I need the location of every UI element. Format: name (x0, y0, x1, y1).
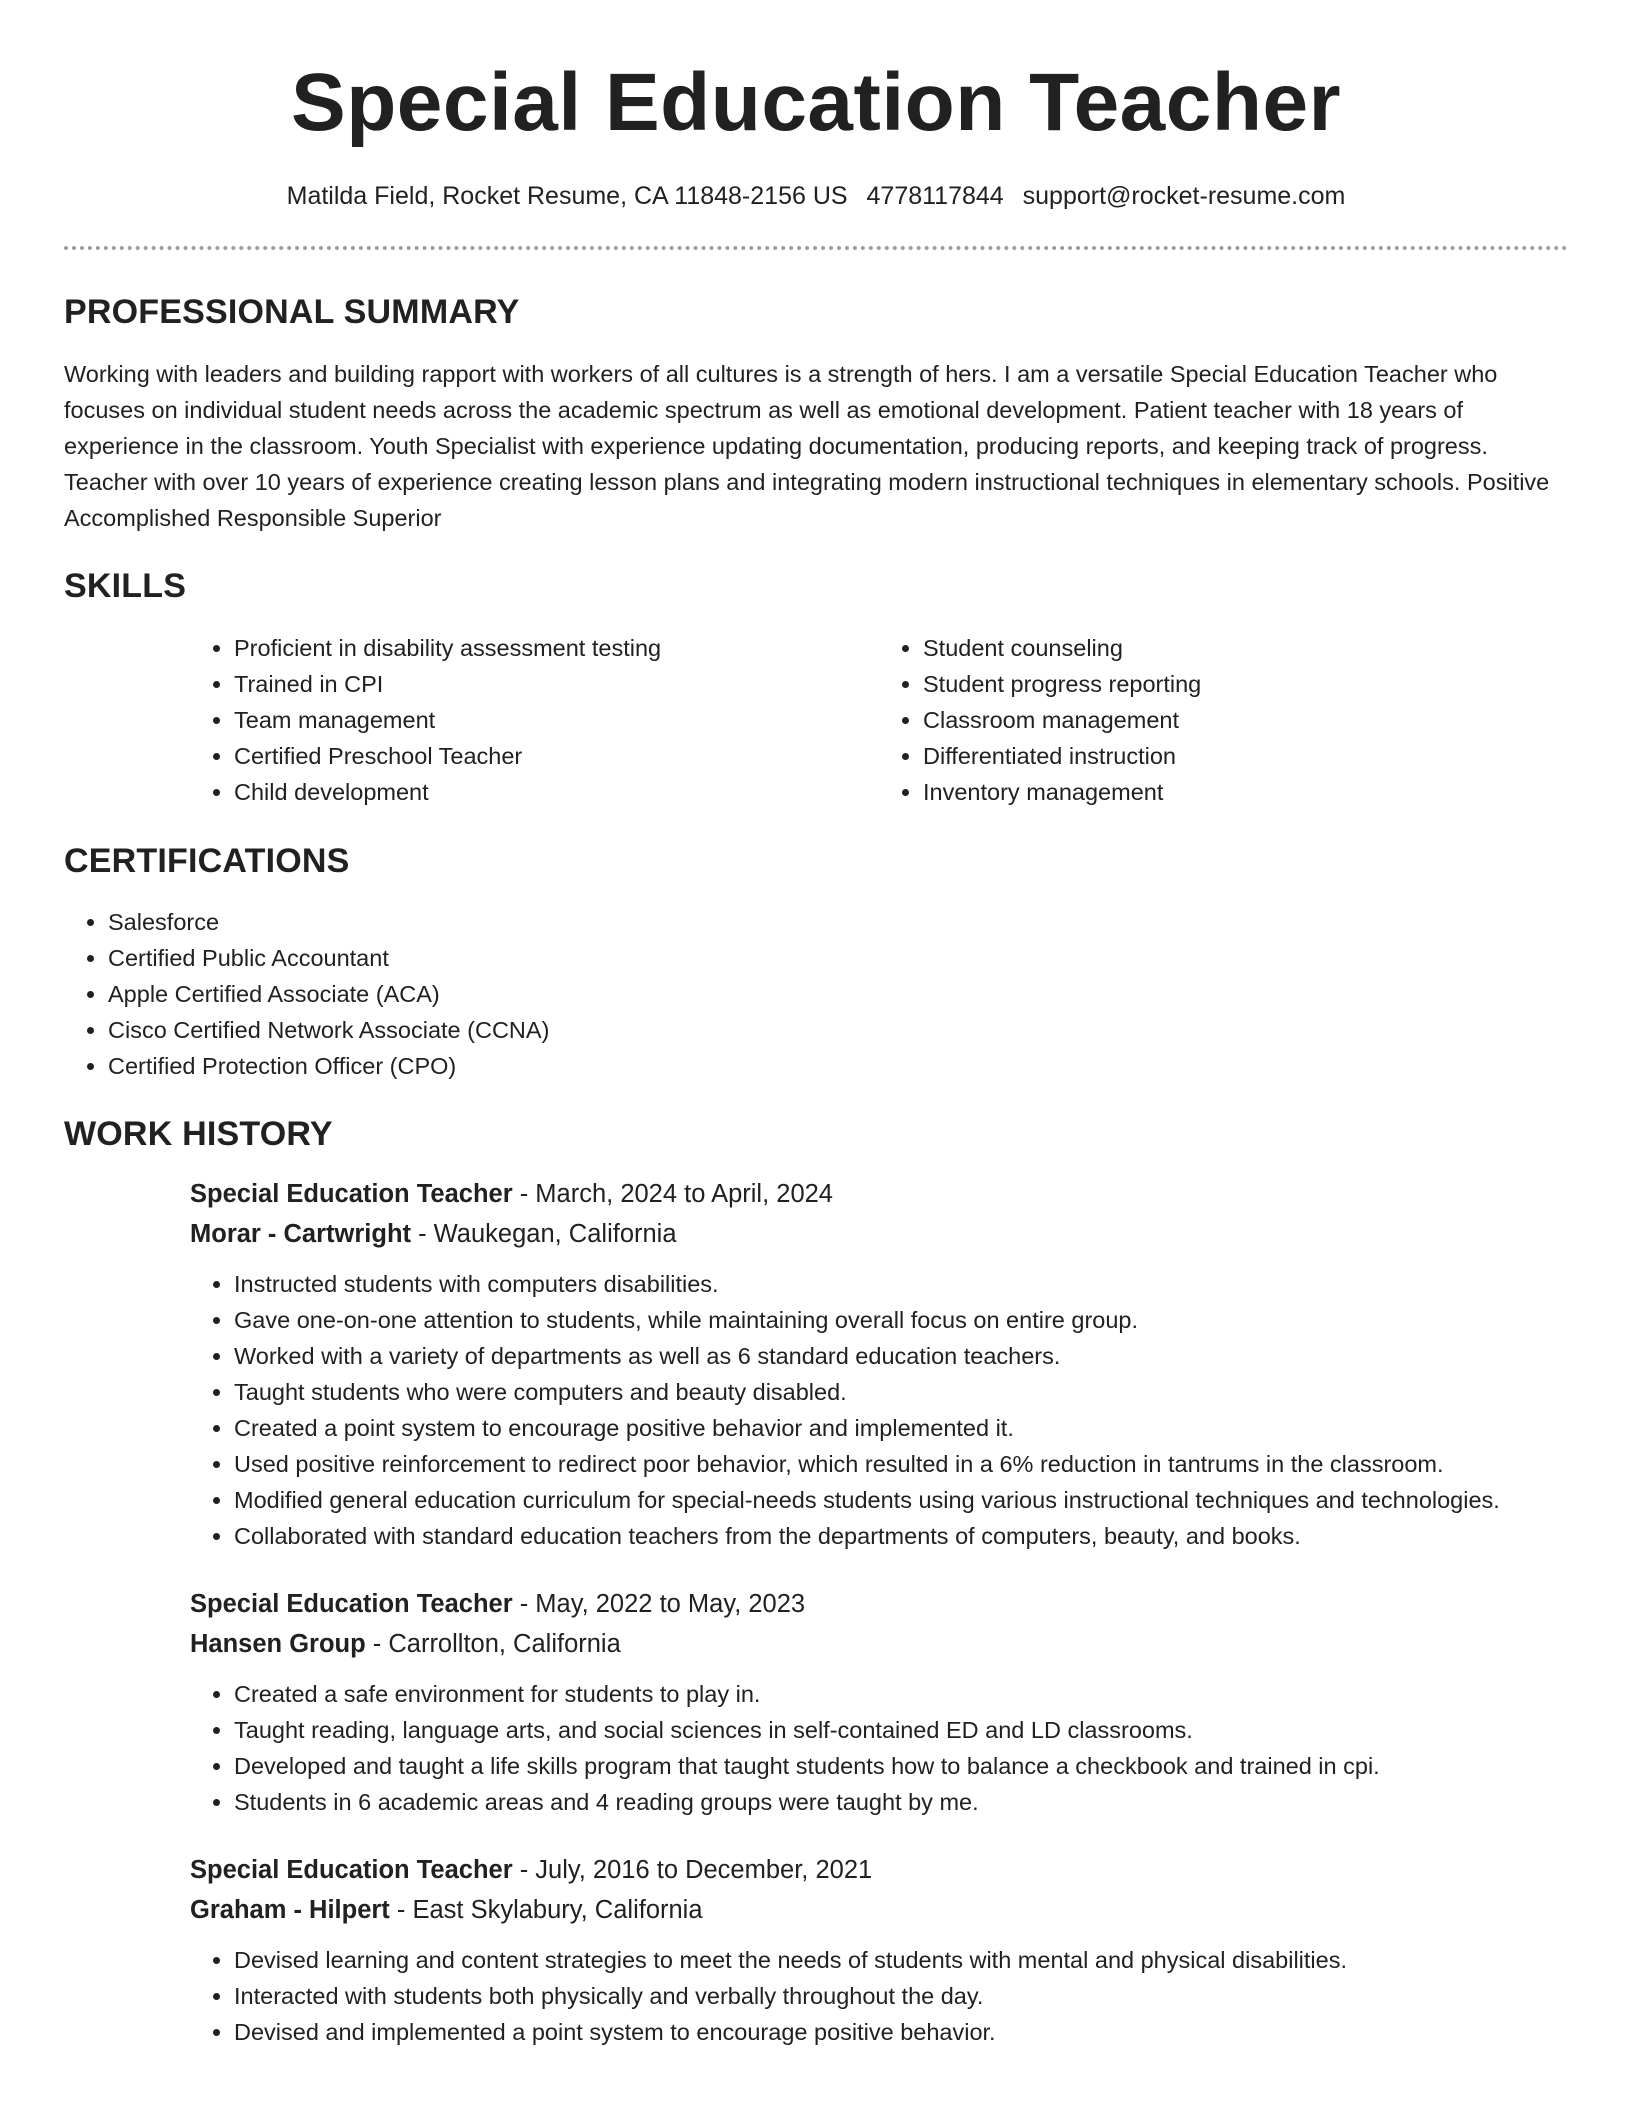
job-role: Special Education Teacher (190, 1856, 513, 1885)
skill-item: • Differentiated instruction (923, 738, 1568, 774)
skill-item: • Proficient in disability assessment testing (234, 630, 879, 666)
skills-section (64, 566, 1568, 810)
summary-section (64, 292, 1568, 536)
job-role: Special Education Teacher (190, 1180, 513, 1209)
job-duty: • Created a safe environment for students to play in. (234, 1676, 1568, 1712)
job-duty: • Modified general education curriculum for special-needs students using various instructional techniques and technologies. (234, 1482, 1568, 1518)
job-duty: • Interacted with students both physically and verbally throughout the day. (234, 1978, 1568, 2014)
skill-item: • Team management (234, 702, 879, 738)
job-title-line (190, 1584, 1568, 1624)
job-dates: - March, 2024 to April, 2024 (512, 1180, 833, 1209)
job-duty: • Used positive reinforcement to redirect poor behavior, which resulted in a 6% reduction in tantrums in the classroom. (234, 1446, 1568, 1482)
contact-email: support@rocket-resume.com (1022, 182, 1346, 210)
work-history-section (64, 1114, 1568, 2050)
job-duty: • Taught students who were computers and beauty disabled. (234, 1374, 1568, 1410)
job-company: Morar - Cartwright (190, 1220, 412, 1249)
skill-item: • Child development (234, 774, 879, 810)
skills-right-column (879, 630, 1568, 810)
job-dates: - May, 2022 to May, 2023 (512, 1590, 806, 1619)
certifications-list (64, 904, 1568, 1084)
job-company-line (190, 1624, 1568, 1664)
contact-phone: 4778117844 (866, 182, 1004, 210)
section-title-work-history: WORK HISTORY (64, 1115, 333, 1154)
job-duty: • Collaborated with standard education teachers from the departments of computers, beauty, and books. (234, 1518, 1568, 1554)
skill-item: • Certified Preschool Teacher (234, 738, 879, 774)
resume-name: Special Education Teacher (291, 57, 1341, 148)
section-title-skills: SKILLS (64, 566, 187, 605)
job-duty: • Taught reading, language arts, and social sciences in self-contained ED and LD classrooms. (234, 1712, 1568, 1748)
job-title-line (190, 1850, 1568, 1890)
job-title-line (190, 1174, 1568, 1214)
certifications-section (64, 841, 1568, 1085)
certification-item: • Apple Certified Associate (ACA) (108, 976, 1568, 1012)
certification-item: • Certified Protection Officer (CPO) (108, 1048, 1568, 1084)
contact-line (64, 181, 1568, 211)
certification-item: • Cisco Certified Network Associate (CCNA) (108, 1012, 1568, 1048)
job-duties-list (190, 1266, 1568, 1554)
job-dates: - July, 2016 to December, 2021 (512, 1856, 873, 1885)
job-duty: • Devised learning and content strategies to meet the needs of students with mental and physical disabilities. (234, 1942, 1568, 1978)
job-entry (190, 1850, 1568, 2050)
job-location: - Waukegan, California (411, 1220, 677, 1249)
certification-item: • Salesforce (108, 904, 1568, 940)
job-duty: • Instructed students with computers disabilities. (234, 1266, 1568, 1302)
job-duty: • Devised and implemented a point system to encourage positive behavior. (234, 2014, 1568, 2050)
skills-list (190, 630, 1568, 810)
section-title-summary: PROFESSIONAL SUMMARY (64, 293, 520, 331)
job-company: Graham - Hilpert (190, 1896, 390, 1925)
job-duty: • Developed and taught a life skills program that taught students how to balance a checkbook and trained in cpi. (234, 1748, 1568, 1784)
certification-item: • Certified Public Accountant (108, 940, 1568, 976)
job-duties-list (190, 1676, 1568, 1820)
skill-item: • Student counseling (923, 630, 1568, 666)
job-entry (190, 1174, 1568, 1554)
skills-left-column (190, 630, 879, 810)
job-duty: • Worked with a variety of departments as well as 6 standard education teachers. (234, 1338, 1568, 1374)
skill-item: • Trained in CPI (234, 666, 879, 702)
job-location: - Carrollton, California (365, 1630, 621, 1659)
job-duty: • Students in 6 academic areas and 4 reading groups were taught by me. (234, 1784, 1568, 1820)
job-duties-list (190, 1942, 1568, 2050)
header-divider (64, 246, 1568, 250)
skill-item: • Inventory management (923, 774, 1568, 810)
job-duty: • Created a point system to encourage positive behavior and implemented it. (234, 1410, 1568, 1446)
skill-item: • Student progress reporting (923, 666, 1568, 702)
contact-address: Matilda Field, Rocket Resume, CA 11848-2156 US (286, 182, 848, 210)
job-role: Special Education Teacher (190, 1590, 513, 1619)
job-location: - East Skylabury, California (389, 1896, 703, 1925)
job-company-line (190, 1890, 1568, 1930)
summary-text: Working with leaders and building rapport with workers of all cultures is a strength of hers. I am a versatile Special Education Teacher who focuses on individual student needs across the academic spectrum as well as emotional development. Patient teacher with 18 years of experience in the classroom. Youth Specialist with experience updating documentation, producing reports, and keeping track of progress. Teacher with over 10 years of experience creating lesson plans and integrating modern instructional techniques in elementary schools. Positive Accomplished Responsible Superior (64, 360, 1550, 531)
skill-item: • Classroom management (923, 702, 1568, 738)
job-duty: • Gave one-on-one attention to students, while maintaining overall focus on entire group. (234, 1302, 1568, 1338)
job-entry (190, 1584, 1568, 1820)
section-title-certifications: CERTIFICATIONS (64, 841, 350, 880)
job-company: Hansen Group (190, 1630, 366, 1659)
resume-page (64, 0, 1568, 2050)
job-company-line (190, 1214, 1568, 1254)
